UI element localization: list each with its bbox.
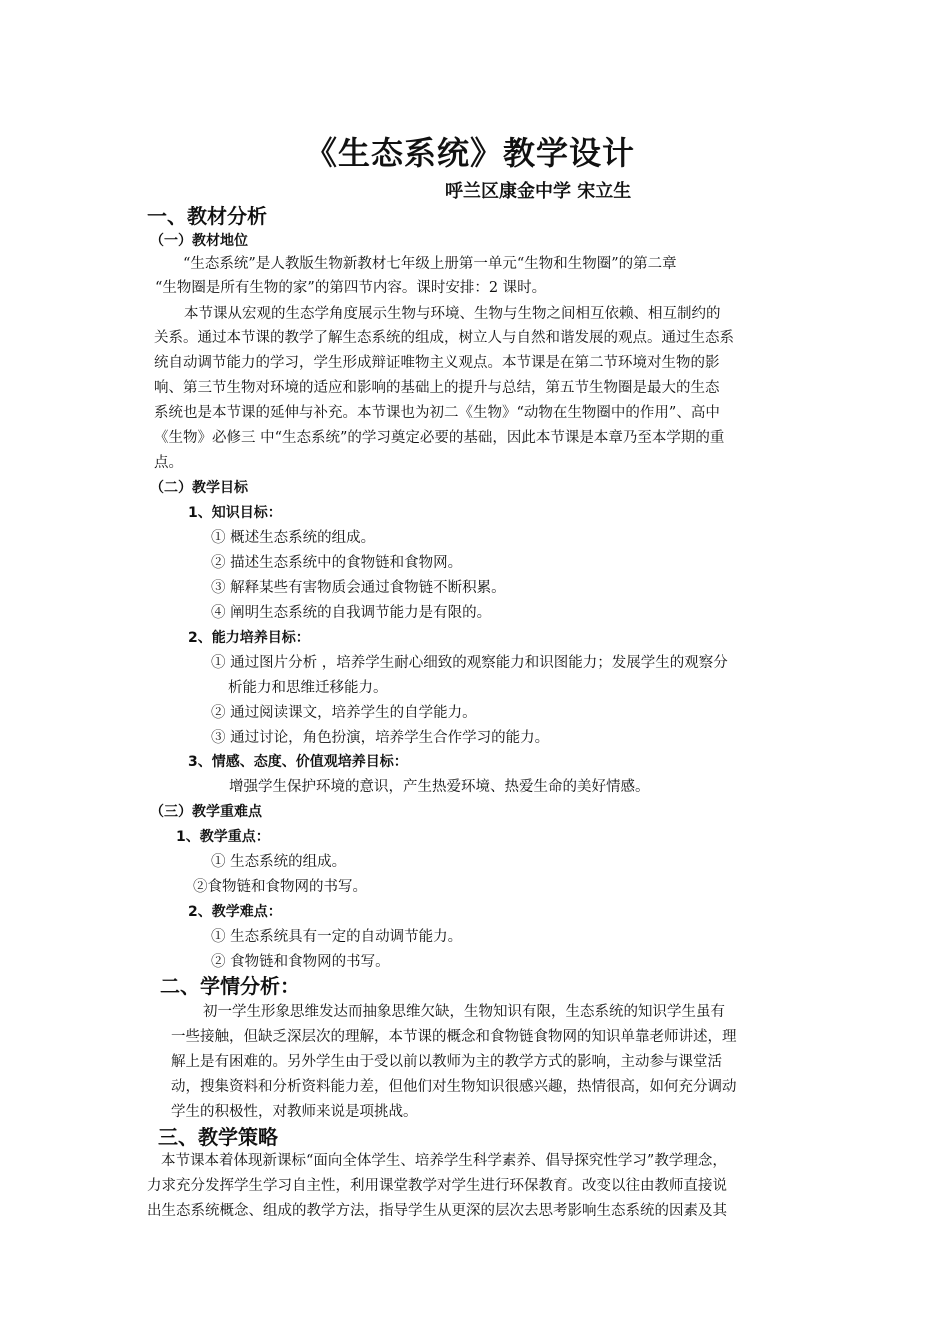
document-author: 呼兰区康金中学 宋立生 <box>445 181 632 202</box>
list-item: ② 描述生态系统中的食物链和食物网。 <box>211 555 463 571</box>
paragraph-line: 本节课本着体现新课标“面向全体学生、培养学生科学素养、倡导探究性学习”教学理念， <box>161 1153 727 1169</box>
key-points-heading: 1、教学重点： <box>176 829 270 845</box>
paragraph-line: 力求充分发挥学生学习自主性，利用课堂教学对学生进行环保教育。改变以往由教师直接说 <box>147 1178 727 1194</box>
document-title: 《生态系统》教学设计 <box>305 134 636 172</box>
paragraph-line: “生物圈是所有生物的家”的第四节内容。课时安排：2 课时。 <box>155 280 547 296</box>
paragraph-line: “生态系统”是人教版生物新教材七年级上册第一单元“生物和生物圈”的第二章 <box>183 256 677 272</box>
paragraph-line: 本节课从宏观的生态学角度展示生物与环境、生物与生物之间相互依赖、相互制约的 <box>184 306 721 322</box>
paragraph-line: 《生物》必修三 中“生态系统”的学习奠定必要的基础，因此本节课是本章乃至本学期的重 <box>154 430 725 446</box>
paragraph-line: 初一学生形象思维发达而抽象思维欠缺，生物知识有限，生态系统的知识学生虽有 <box>203 1004 725 1020</box>
subsection-heading-1-3: （三）教学重难点 <box>150 804 262 820</box>
list-item: ③ 通过讨论，角色扮演，培养学生合作学习的能力。 <box>211 730 550 746</box>
list-item: ② 食物链和食物网的书写。 <box>211 954 390 970</box>
paragraph-line: 系统也是本节课的延伸与补充。本节课也为初二《生物》“动物在生物圈中的作用”、高中 <box>154 405 720 421</box>
paragraph-line: 点。 <box>154 455 183 471</box>
subsection-heading-1-1: （一）教材地位 <box>150 233 248 249</box>
list-item: ② 通过阅读课文，培养学生的自学能力。 <box>211 705 477 721</box>
paragraph-line: 响、第三节生物对环境的适应和影响的基础上的提升与总结，第五节生物圈是最大的生态 <box>154 380 720 396</box>
paragraph-line: 增强学生保护环境的意识，产生热爱环境、热爱生命的美好情感。 <box>229 779 650 795</box>
goal-heading-ability: 2、能力培养目标： <box>188 630 310 646</box>
paragraph-line: 出生态系统概念、组成的教学方法，指导学生从更深的层次去思考影响生态系统的因素及其 <box>147 1203 727 1219</box>
paragraph-line: 动，搜集资料和分析资料能力差，但他们对生物知识很感兴趣，热情很高，如何充分调动 <box>171 1079 737 1095</box>
paragraph-line: 一些接触，但缺乏深层次的理解，本节课的概念和食物链食物网的知识单靠老师讲述，理 <box>171 1029 737 1045</box>
list-item: ②食物链和食物网的书写。 <box>193 879 367 895</box>
paragraph-line: 统自动调节能力的学习，学生形成辩证唯物主义观点。本节课是在第二节环境对生物的影 <box>154 355 720 371</box>
list-item: ③ 解释某些有害物质会通过食物链不断积累。 <box>211 580 506 596</box>
list-item: ① 生态系统的组成。 <box>211 854 347 870</box>
section-heading-1: 一、教材分析 <box>147 204 267 228</box>
list-item: ① 概述生态系统的组成。 <box>211 530 376 546</box>
paragraph-line: 解上是有困难的。另外学生由于受以前以教师为主的教学方式的影响，主动参与课堂活 <box>171 1054 722 1070</box>
goal-heading-knowledge: 1、知识目标： <box>188 505 282 521</box>
list-item: 析能力和思维迁移能力。 <box>228 680 388 696</box>
paragraph-line: 关系。通过本节课的教学了解生态系统的组成，树立人与自然和谐发展的观点。通过生态系 <box>154 330 734 346</box>
difficult-points-heading: 2、教学难点： <box>188 904 282 920</box>
section-heading-2: 二、学情分析： <box>160 974 300 998</box>
subsection-heading-1-2: （二）教学目标 <box>150 480 248 496</box>
goal-heading-attitude: 3、情感、态度、价值观培养目标： <box>188 754 408 770</box>
section-heading-3: 三、教学策略 <box>158 1125 278 1149</box>
paragraph-line: 学生的积极性，对教师来说是项挑战。 <box>171 1104 418 1120</box>
list-item: ① 通过图片分析 ，培养学生耐心细致的观察能力和识图能力；发展学生的观察分 <box>211 655 728 671</box>
list-item: ④ 阐明生态系统的自我调节能力是有限的。 <box>211 605 492 621</box>
list-item: ① 生态系统具有一定的自动调节能力。 <box>211 929 463 945</box>
